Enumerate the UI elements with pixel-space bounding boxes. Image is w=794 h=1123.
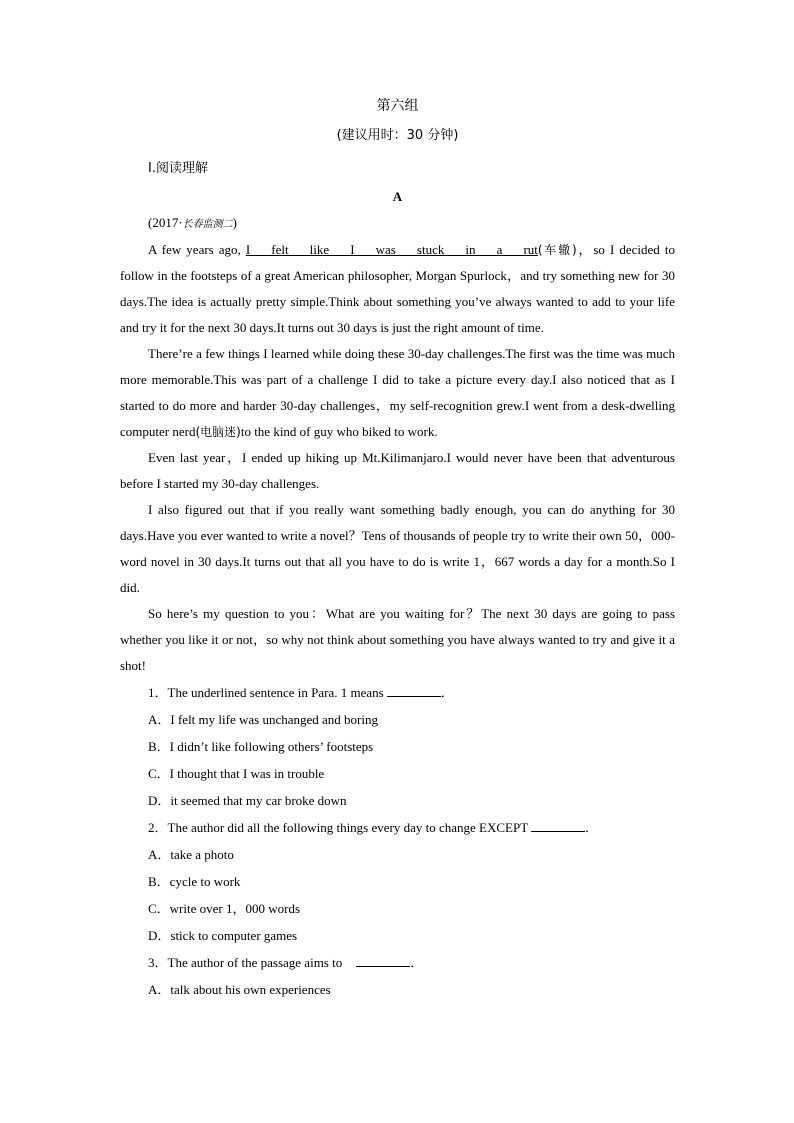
underlined-sentence: I felt like I was stuck in a rut — [245, 242, 538, 257]
question-stem-text: 2．The author did all the following things every day to change EXCEPT — [148, 820, 529, 835]
question-option[interactable]: C．write over 1，000 words — [148, 901, 301, 916]
source-note — [120, 213, 675, 235]
answer-blank[interactable] — [531, 819, 585, 832]
p2-text: There’re a few things I learned while doing these 30-day challenges.The first was the time was much more memorable.This was part of a challenge I did to take a picture every day.I also noticed that as I started to do more and harder 30-day challenges，my self-recognition grew.I went from a desk-dwelling computer nerd — [120, 346, 675, 439]
question-stem-end: ． — [410, 955, 424, 970]
question-option[interactable]: A．I felt my life was unchanged and boring — [148, 712, 378, 727]
question-stem-text: 3．The author of the passage aims to — [148, 955, 343, 970]
source-close: ) — [232, 215, 238, 230]
answer-blank[interactable] — [356, 954, 410, 967]
p1-start: A few years ago, — [148, 242, 246, 257]
page-title: 第六组 — [376, 98, 419, 114]
question-3 — [120, 949, 675, 1003]
source-year: (2017· — [148, 215, 183, 230]
question-stem-text: 1．The underlined sentence in Para. 1 means — [148, 685, 384, 700]
worksheet-page — [120, 96, 675, 1003]
p2-gloss: (电脑迷) — [195, 425, 241, 439]
question-stem — [120, 949, 675, 976]
question-option[interactable]: A．take a photo — [148, 847, 234, 862]
question-stem-end: ． — [585, 820, 599, 835]
question-option[interactable]: C．I thought that I was in trouble — [148, 766, 325, 781]
passage-paragraph-2 — [120, 341, 675, 445]
question-option[interactable]: B．cycle to work — [148, 874, 241, 889]
p1-gloss: (车辙) — [537, 243, 577, 257]
question-2 — [120, 814, 675, 949]
question-option[interactable]: B．I didn’t like following others’ footsteps — [148, 739, 374, 754]
question-stem — [120, 814, 675, 841]
question-option[interactable]: A．talk about his own experiences — [148, 982, 331, 997]
p1-rest: ，so I decided to follow in the footsteps of a great American philosopher, Morgan Spurlock，and try something new for 30 days.The idea is actually pretty simple.Think about something you’ve always wanted to add to your life and try it for the next 30 days.It turns out 30 days is just the right amount of time. — [120, 242, 675, 335]
question-stem-end: ． — [440, 685, 454, 700]
question-1 — [120, 679, 675, 814]
passage-paragraph-5: So here’s my question to you：What are you waiting for？The next 30 days are going to pass whether you like it or not，so why not think about something you have always wanted to try and give it a shot! — [120, 606, 675, 673]
passage-paragraph-1 — [120, 237, 675, 341]
answer-blank[interactable] — [387, 684, 441, 697]
suggested-time: (建议用时：30 分钟) — [336, 128, 459, 143]
section-heading: Ⅰ.阅读理解 — [148, 161, 208, 176]
source-name: 长春监测二 — [182, 219, 233, 230]
question-option[interactable]: D．stick to computer games — [148, 928, 298, 943]
passage-paragraph-3: Even last year，I ended up hiking up Mt.Kilimanjaro.I would never have been that adventurous before I started my 30-day challenges. — [120, 450, 675, 491]
question-stem — [120, 679, 675, 706]
passage-paragraph-4: I also figured out that if you really want something badly enough, you can do anything for 30 days.Have you ever wanted to write a novel？Tens of thousands of people try to write their own 50，000-word novel in 30 days.It turns out that all you have to do is write 1，667 words a day for a month.So I did. — [120, 502, 675, 595]
part-label: A — [392, 189, 403, 204]
p2-end: to the kind of guy who biked to work. — [240, 424, 438, 439]
question-option[interactable]: D．it seemed that my car broke down — [148, 793, 347, 808]
